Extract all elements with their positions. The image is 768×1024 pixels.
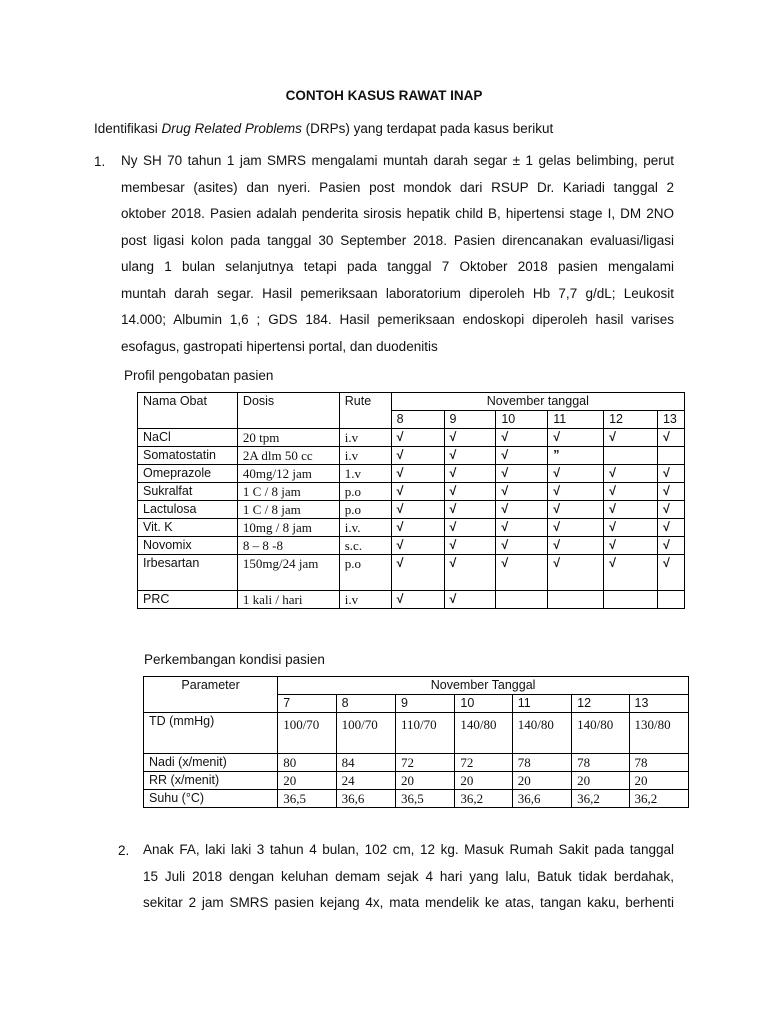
check-cell xyxy=(657,447,684,465)
parameter-row xyxy=(144,790,689,808)
page-title: CONTOH KASUS RAWAT INAP xyxy=(285,88,483,103)
drug-dose-cell: 2A dlm 50 cc xyxy=(237,447,339,465)
check-cell: √ xyxy=(548,555,604,591)
check-cell xyxy=(657,591,684,609)
check-cell: √ xyxy=(657,465,684,483)
check-cell xyxy=(604,591,658,609)
value-cell: 110/70 xyxy=(395,713,454,754)
day-cell: 11 xyxy=(512,695,571,713)
parameter-name-cell: RR (x/menit) xyxy=(144,772,278,790)
parameter-row xyxy=(144,713,689,754)
check-cell: √ xyxy=(444,429,496,447)
check-cell: √ xyxy=(391,519,444,537)
drug-dose-cell: 1 C / 8 jam xyxy=(237,501,339,519)
intro-text xyxy=(94,121,553,136)
check-cell: √ xyxy=(604,537,658,555)
check-cell: √ xyxy=(391,483,444,501)
day-cell: 12 xyxy=(604,411,658,429)
case1-line: Ny SH 70 tahun 1 jam SMRS mengalami muntah darah segar ± 1 gelas belimbing, perut xyxy=(121,153,674,168)
intro-italic: Drug Related Problems xyxy=(161,121,302,136)
check-cell: √ xyxy=(604,501,658,519)
day-cell: 13 xyxy=(629,695,688,713)
header-tanggal: November Tanggal xyxy=(278,677,689,695)
check-cell xyxy=(548,591,604,609)
check-cell: √ xyxy=(604,519,658,537)
case2-line: 15 Juli 2018 dengan keluhan demam sejak 4 hari yang lalu, Batuk tidak berdahak, xyxy=(143,868,674,884)
value-cell: 80 xyxy=(278,754,336,772)
check-cell: √ xyxy=(548,537,604,555)
value-cell: 36,6 xyxy=(336,790,395,808)
drug-row xyxy=(138,465,685,483)
value-cell: 140/80 xyxy=(512,713,571,754)
value-cell: 20 xyxy=(629,772,688,790)
day-cell: 7 xyxy=(278,695,336,713)
check-cell: √ xyxy=(391,447,444,465)
drug-row xyxy=(138,519,685,537)
check-cell: √ xyxy=(444,555,496,591)
drug-name-cell: Novomix xyxy=(138,537,238,555)
drug-name-cell: NaCl xyxy=(138,429,238,447)
check-cell: √ xyxy=(444,519,496,537)
check-cell: √ xyxy=(548,483,604,501)
profil-table xyxy=(137,392,685,609)
check-cell: √ xyxy=(496,465,548,483)
drug-route-cell: i.v xyxy=(339,429,391,447)
header-nama: Nama Obat xyxy=(138,393,238,429)
profil-heading: Profil pengobatan pasien xyxy=(124,368,274,383)
value-cell: 20 xyxy=(395,772,454,790)
value-cell: 36,2 xyxy=(572,790,629,808)
check-cell: √ xyxy=(496,519,548,537)
day-cell: 12 xyxy=(572,695,629,713)
check-cell: √ xyxy=(391,591,444,609)
check-cell: ” xyxy=(548,447,604,465)
case2-line: sekitar 2 jam SMRS pasien kejang 4x, mata mendelik ke atas, tangan kaku, berhenti xyxy=(143,895,674,910)
check-cell: √ xyxy=(496,555,548,591)
header-rute: Rute xyxy=(339,393,391,429)
header-tanggal: November tanggal xyxy=(391,393,684,411)
header-dosis: Dosis xyxy=(237,393,339,429)
check-cell: √ xyxy=(444,591,496,609)
drug-route-cell: p.o xyxy=(339,501,391,519)
check-cell: √ xyxy=(444,501,496,519)
day-cell: 13 xyxy=(657,411,684,429)
drug-name-cell: Sukralfat xyxy=(138,483,238,501)
value-cell: 78 xyxy=(629,754,688,772)
value-cell: 72 xyxy=(455,754,512,772)
drug-name-cell: Vit. K xyxy=(138,519,238,537)
check-cell: √ xyxy=(391,537,444,555)
profil-header-row xyxy=(138,393,685,411)
value-cell: 24 xyxy=(336,772,395,790)
value-cell: 36,5 xyxy=(395,790,454,808)
parameter-row xyxy=(144,754,689,772)
drug-dose-cell: 8 – 8 -8 xyxy=(237,537,339,555)
check-cell: √ xyxy=(604,465,658,483)
check-cell: √ xyxy=(444,537,496,555)
check-cell xyxy=(496,591,548,609)
case1-line: oktober 2018. Pasien adalah penderita sirosis hepatik child B, hipertensi stage I, DM 2NO xyxy=(121,206,674,221)
kondisi-header-row xyxy=(144,677,689,695)
drug-route-cell: 1.v xyxy=(339,465,391,483)
check-cell: √ xyxy=(548,465,604,483)
check-cell: √ xyxy=(657,483,684,501)
drug-route-cell: i.v xyxy=(339,591,391,609)
kondisi-table xyxy=(143,676,689,808)
value-cell: 36,6 xyxy=(512,790,571,808)
check-cell: √ xyxy=(604,483,658,501)
drug-name-cell: Omeprazole xyxy=(138,465,238,483)
drug-dose-cell: 1 C / 8 jam xyxy=(237,483,339,501)
check-cell: √ xyxy=(496,447,548,465)
case1-paragraph xyxy=(121,148,674,360)
check-cell: √ xyxy=(604,555,658,591)
drug-route-cell: p.o xyxy=(339,555,391,591)
parameter-name-cell: Suhu (°C) xyxy=(144,790,278,808)
day-cell: 8 xyxy=(336,695,395,713)
check-cell: √ xyxy=(444,483,496,501)
drug-dose-cell: 20 tpm xyxy=(237,429,339,447)
day-cell: 9 xyxy=(395,695,454,713)
value-cell: 84 xyxy=(336,754,395,772)
drug-route-cell: s.c. xyxy=(339,537,391,555)
case1-line: 14.000; Albumin 1,6 ; GDS 184. Hasil pemeriksaan endoskopi diperoleh hasil varises xyxy=(121,312,674,327)
case1-line: muntah darah segar. Hasil pemeriksaan laboratorium diperoleh Hb 7,7 g/dL; Leukosit xyxy=(121,285,674,301)
drug-dose-cell: 40mg/12 jam xyxy=(237,465,339,483)
check-cell: √ xyxy=(548,519,604,537)
value-cell: 130/80 xyxy=(629,713,688,754)
drug-row xyxy=(138,429,685,447)
case2-number: 2. xyxy=(118,843,130,858)
drug-dose-cell: 150mg/24 jam xyxy=(237,555,339,591)
parameter-name-cell: Nadi (x/menit) xyxy=(144,754,278,772)
check-cell: √ xyxy=(657,501,684,519)
drug-name-cell: Somatostatin xyxy=(138,447,238,465)
drug-row xyxy=(138,447,685,465)
check-cell: √ xyxy=(496,429,548,447)
drug-row xyxy=(138,483,685,501)
drug-name-cell: Irbesartan xyxy=(138,555,238,591)
case1-line: esofagus, gastropati hipertensi portal, dan duodenitis xyxy=(121,338,438,354)
value-cell: 36,2 xyxy=(455,790,512,808)
check-cell: √ xyxy=(496,483,548,501)
check-cell: √ xyxy=(391,555,444,591)
check-cell: √ xyxy=(657,537,684,555)
day-cell: 10 xyxy=(496,411,548,429)
check-cell: √ xyxy=(496,537,548,555)
value-cell: 78 xyxy=(512,754,571,772)
case1-line: membesar (asites) dan nyeri. Pasien post mondok dari RSUP Dr. Kariadi tanggal 2 xyxy=(121,179,674,195)
check-cell: √ xyxy=(444,465,496,483)
drug-route-cell: i.v. xyxy=(339,519,391,537)
check-cell: √ xyxy=(391,501,444,519)
drug-row xyxy=(138,537,685,555)
day-cell: 10 xyxy=(455,695,512,713)
check-cell xyxy=(604,447,658,465)
day-cell: 11 xyxy=(548,411,604,429)
drug-name-cell: Lactulosa xyxy=(138,501,238,519)
check-cell: √ xyxy=(657,429,684,447)
parameter-row xyxy=(144,772,689,790)
drug-dose-cell: 10mg / 8 jam xyxy=(237,519,339,537)
value-cell: 36,2 xyxy=(629,790,688,808)
case2-paragraph xyxy=(143,837,674,917)
check-cell: √ xyxy=(391,429,444,447)
value-cell: 72 xyxy=(395,754,454,772)
value-cell: 36,5 xyxy=(278,790,336,808)
intro-before: Identifikasi xyxy=(94,121,162,136)
drug-dose-cell: 1 kali / hari xyxy=(237,591,339,609)
drug-row xyxy=(138,501,685,519)
case1-line: ulang 1 bulan selanjutnya tetapi pada tanggal 7 Oktober 2018 pasien mengalami xyxy=(121,259,674,274)
check-cell: √ xyxy=(548,429,604,447)
header-parameter: Parameter xyxy=(144,677,278,713)
check-cell: √ xyxy=(657,555,684,591)
check-cell: √ xyxy=(444,447,496,465)
value-cell: 100/70 xyxy=(336,713,395,754)
value-cell: 100/70 xyxy=(278,713,336,754)
value-cell: 78 xyxy=(572,754,629,772)
value-cell: 140/80 xyxy=(572,713,629,754)
kondisi-heading: Perkembangan kondisi pasien xyxy=(144,652,325,667)
value-cell: 140/80 xyxy=(455,713,512,754)
case1-number: 1. xyxy=(94,154,106,169)
value-cell: 20 xyxy=(455,772,512,790)
intro-after: (DRPs) yang terdapat pada kasus berikut xyxy=(301,121,554,136)
check-cell: √ xyxy=(604,429,658,447)
drug-row xyxy=(138,591,685,609)
check-cell: √ xyxy=(657,519,684,537)
value-cell: 20 xyxy=(278,772,336,790)
drug-route-cell: p.o xyxy=(339,483,391,501)
day-cell: 9 xyxy=(444,411,496,429)
value-cell: 20 xyxy=(512,772,571,790)
parameter-name-cell: TD (mmHg) xyxy=(144,713,278,754)
day-cell: 8 xyxy=(391,411,444,429)
case2-line: Anak FA, laki laki 3 tahun 4 bulan, 102 cm, 12 kg. Masuk Rumah Sakit pada tanggal xyxy=(143,842,674,857)
drug-name-cell: PRC xyxy=(138,591,238,609)
drug-route-cell: i.v xyxy=(339,447,391,465)
value-cell: 20 xyxy=(572,772,629,790)
check-cell: √ xyxy=(548,501,604,519)
check-cell: √ xyxy=(391,465,444,483)
case1-line: post ligasi kolon pada tanggal 30 September 2018. Pasien direncanakan evaluasi/ligasi xyxy=(121,232,674,248)
drug-row xyxy=(138,555,685,591)
check-cell: √ xyxy=(496,501,548,519)
